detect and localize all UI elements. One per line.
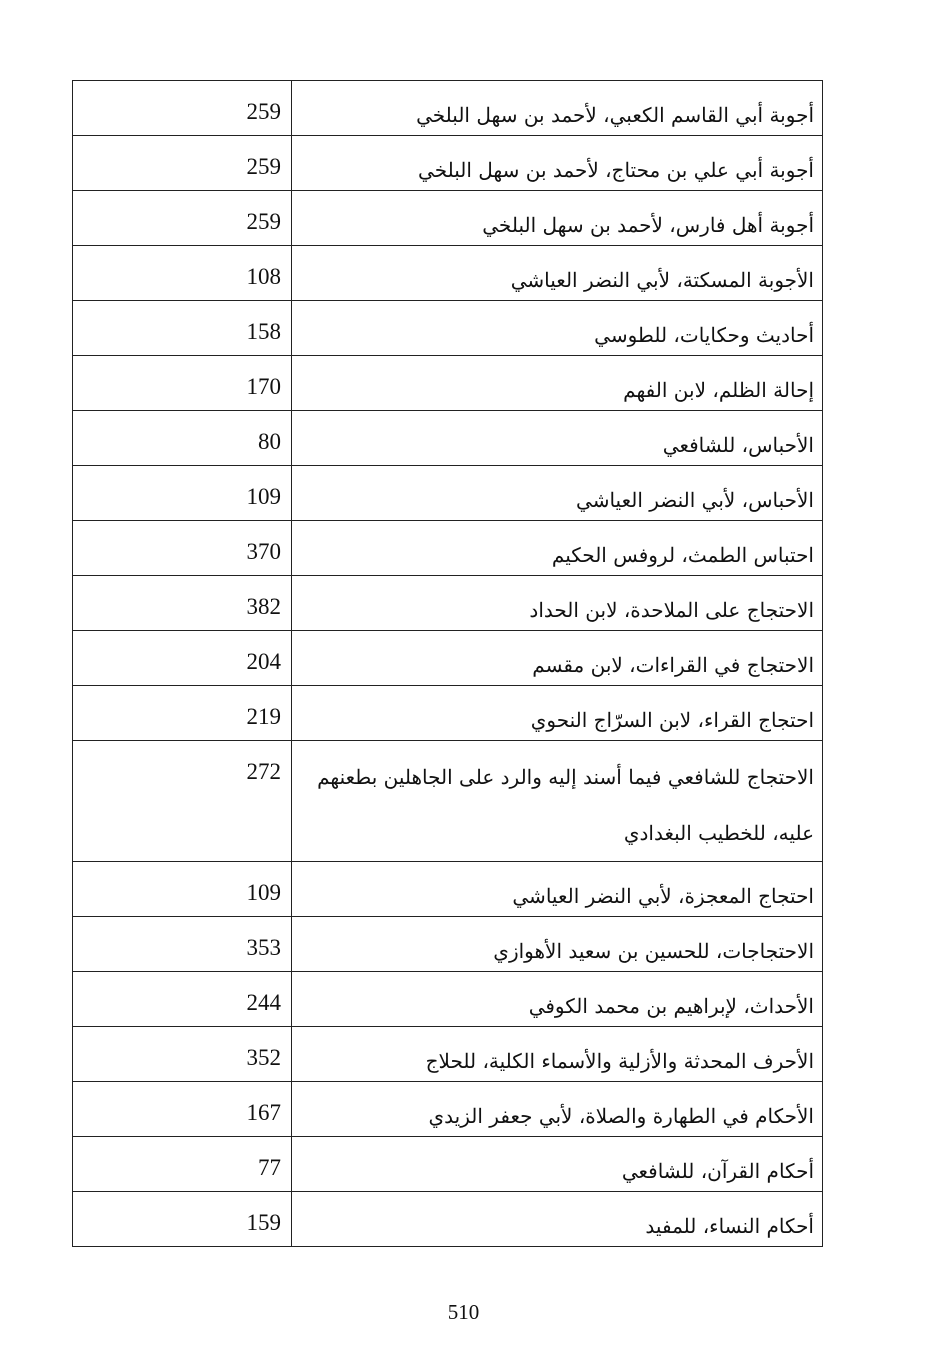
page-number: 510 — [447, 1300, 480, 1324]
table-row — [73, 191, 823, 246]
book-title: أجوبة أبي علي بن محتاج، لأحمد بن سهل البلخي — [292, 136, 823, 191]
page-ref: 370 — [73, 521, 292, 576]
book-title: الاحتجاج للشافعي فيما أسند إليه والرد على الجاهلين بطعنهم عليه، للخطيب البغدادي — [292, 741, 823, 862]
page-ref: 170 — [73, 356, 292, 411]
page-ref: 259 — [73, 136, 292, 191]
page-ref: 244 — [73, 972, 292, 1027]
book-title: الاحتجاج في القراءات، لابن مقسم — [292, 631, 823, 686]
book-title: الأحرف المحدثة والأزلية والأسماء الكلية، للحلاج — [292, 1027, 823, 1082]
table-row — [73, 862, 823, 917]
table-row — [73, 356, 823, 411]
page-ref: 109 — [73, 862, 292, 917]
page-ref: 353 — [73, 917, 292, 972]
table-row — [73, 1192, 823, 1247]
page-ref: 158 — [73, 301, 292, 356]
table-row — [73, 466, 823, 521]
book-title: أحاديث وحكايات، للطوسي — [292, 301, 823, 356]
table-row — [73, 972, 823, 1027]
table-row — [73, 521, 823, 576]
page-ref: 77 — [73, 1137, 292, 1192]
index-table — [72, 80, 823, 1247]
table-row — [73, 136, 823, 191]
page-ref: 382 — [73, 576, 292, 631]
book-title: الأحباس، للشافعي — [292, 411, 823, 466]
book-title: أحكام القرآن، للشافعي — [292, 1137, 823, 1192]
page-ref: 159 — [73, 1192, 292, 1247]
table-row — [73, 301, 823, 356]
book-title: احتباس الطمث، لروفس الحكيم — [292, 521, 823, 576]
table-row — [73, 411, 823, 466]
table-row — [73, 917, 823, 972]
book-title: أجوبة أهل فارس، لأحمد بن سهل البلخي — [292, 191, 823, 246]
book-title: الأجوبة المسكتة، لأبي النضر العياشي — [292, 246, 823, 301]
table-row — [73, 81, 823, 136]
book-title: احتجاج المعجزة، لأبي النضر العياشي — [292, 862, 823, 917]
table-row — [73, 246, 823, 301]
page-ref: 259 — [73, 191, 292, 246]
page-ref: 204 — [73, 631, 292, 686]
table-row — [73, 631, 823, 686]
table-row — [73, 576, 823, 631]
page-ref: 109 — [73, 466, 292, 521]
table-row — [73, 741, 823, 862]
book-title: احتجاج القراء، لابن السرّاج النحوي — [292, 686, 823, 741]
book-title: أجوبة أبي القاسم الكعبي، لأحمد بن سهل البلخي — [292, 81, 823, 136]
book-title: الأحباس، لأبي النضر العياشي — [292, 466, 823, 521]
page-ref: 108 — [73, 246, 292, 301]
book-title: الاحتجاجات، للحسين بن سعيد الأهوازي — [292, 917, 823, 972]
book-title: الاحتجاج على الملاحدة، لابن الحداد — [292, 576, 823, 631]
book-title: الأحداث، لإبراهيم بن محمد الكوفي — [292, 972, 823, 1027]
page-ref: 219 — [73, 686, 292, 741]
table-row — [73, 1137, 823, 1192]
page-ref: 259 — [73, 81, 292, 136]
book-title: الأحكام في الطهارة والصلاة، لأبي جعفر الزيدي — [292, 1082, 823, 1137]
page-ref: 80 — [73, 411, 292, 466]
page-ref: 352 — [73, 1027, 292, 1082]
page-ref: 272 — [73, 741, 292, 862]
table-row — [73, 1082, 823, 1137]
book-title: أحكام النساء، للمفيد — [292, 1192, 823, 1247]
table-row — [73, 1027, 823, 1082]
page-ref: 167 — [73, 1082, 292, 1137]
table-row — [73, 686, 823, 741]
book-title: إحالة الظلم، لابن الفهم — [292, 356, 823, 411]
